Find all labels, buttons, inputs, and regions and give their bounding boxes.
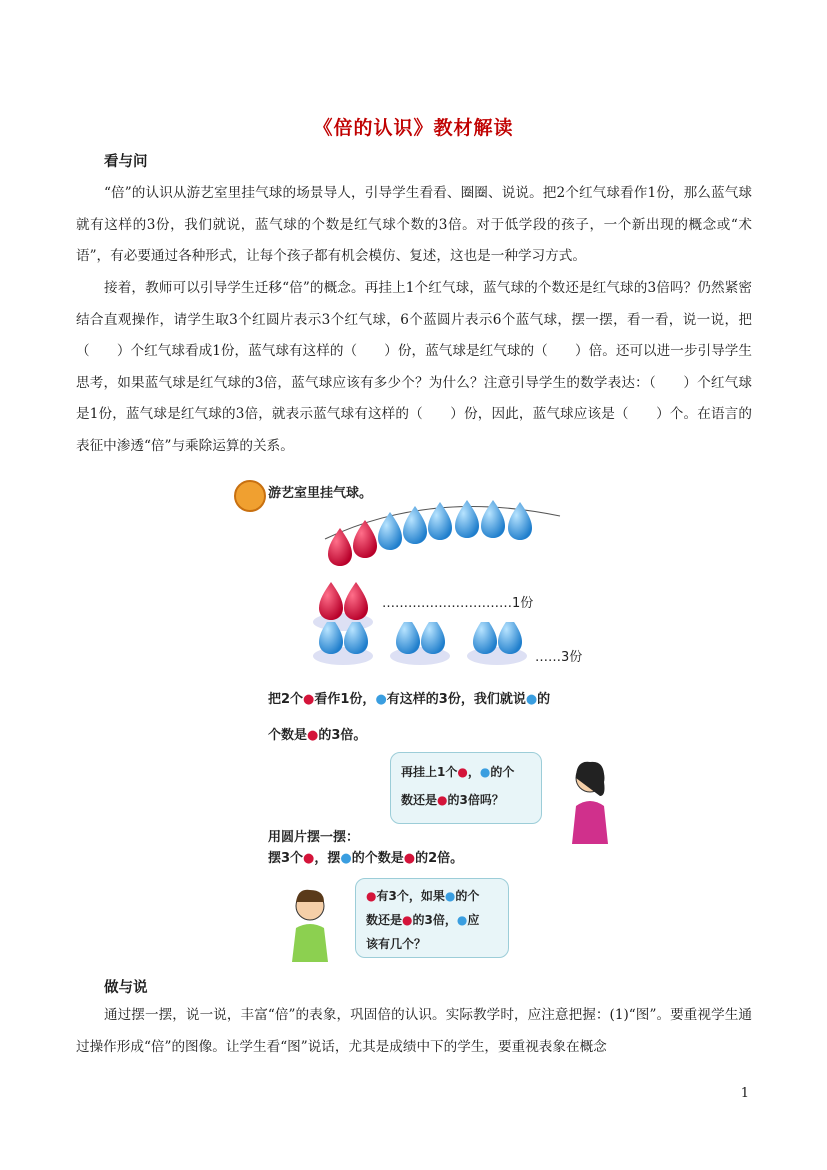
red-balloon — [319, 582, 343, 620]
student-figure-icon — [280, 884, 340, 964]
red-balloon — [328, 528, 352, 566]
arrange-line: 摆3个●，摆●的个数是●的2倍。 — [268, 851, 464, 866]
red-balloon — [344, 582, 368, 620]
page-number: 1 — [740, 1086, 749, 1101]
blue-balloon — [344, 622, 368, 654]
three-part-row — [230, 622, 560, 682]
section-heading-look-ask: 看与问 — [104, 153, 148, 170]
teacher-figure-icon — [560, 756, 620, 846]
blue-balloon — [473, 622, 497, 654]
blue-balloon — [481, 500, 505, 538]
one-part-label: …………………………1份 — [382, 596, 534, 611]
student-speech-bubble: ●有3个，如果●的个 数还是●的3倍，●应 该有几个？ — [355, 878, 509, 958]
section-heading-do-say: 做与说 — [104, 979, 148, 996]
blue-balloon — [403, 506, 427, 544]
explain-line-2: 个数是●的3倍。 — [268, 728, 367, 743]
three-parts-label: ……3份 — [535, 650, 583, 665]
paragraph-transfer: 接着，教师可以引导学生迁移“倍”的概念。再挂上1个红气球，蓝气球的个数还是红气球的3倍吗？仍然紧密结合直观操作，请学生取3个红圆片表示3个红气球，6个蓝圆片表示6个蓝气球，摆一摆，看一看，说一说，把（ ）个红气球看成1份，蓝气球有这样的（ ）份，蓝气球是红气球的（ ）倍。还可以进一步引导学生思考，如果蓝气球是红气球的3倍，蓝气球应该有多少个？为什么？注意引导学生的数学表达：（ ）个红气球是1份，蓝气球是红气球的3倍，就表示蓝气球有这样的（ ）份，因此，蓝气球应该是（ ）个。在语言的表征中渗透“倍”与乘除运算的关系。 — [76, 280, 752, 454]
paragraph-intro: “倍”的认识从游艺室里挂气球的场景导人，引导学生看看、圈圈、说说。把2个红气球看作1份，那么蓝气球就有这样的3份，我们就说，蓝气球的个数是红气球个数的3倍。对于低学段的孩子，一个新出现的概念或“术语”，有必要通过各种形式，让每个孩子都有机会模仿、复述，这也是一种学习方式。 — [76, 185, 752, 264]
textbook-illustration — [230, 474, 620, 962]
blue-balloon — [455, 500, 479, 538]
blue-balloon — [396, 622, 420, 654]
paragraph-practice: 通过摆一摆，说一说，丰富“倍”的表象，巩固倍的认识。实际教学时，应注意把握：(1)“图”。要重视学生通过操作形成“倍”的图像。让学生看“图”说话，尤其是成绩中下的学生，要重视表象在概念 — [76, 1007, 752, 1055]
teacher-speech-bubble: 再挂上1个●，●的个 数还是●的3倍吗？ — [390, 752, 542, 824]
blue-balloon — [319, 622, 343, 654]
page-title: 《倍的认识》教材解读 — [313, 117, 514, 139]
explain-line-1: 把2个●看作1份，●有这样的3份，我们就说●的 — [268, 692, 551, 707]
figure-header: 游艺室里挂气球。 — [268, 486, 373, 501]
blue-balloon — [421, 622, 445, 654]
blue-balloon — [508, 502, 532, 540]
blue-balloon — [498, 622, 522, 654]
arrange-title: 用圆片摆一摆： — [268, 830, 360, 845]
